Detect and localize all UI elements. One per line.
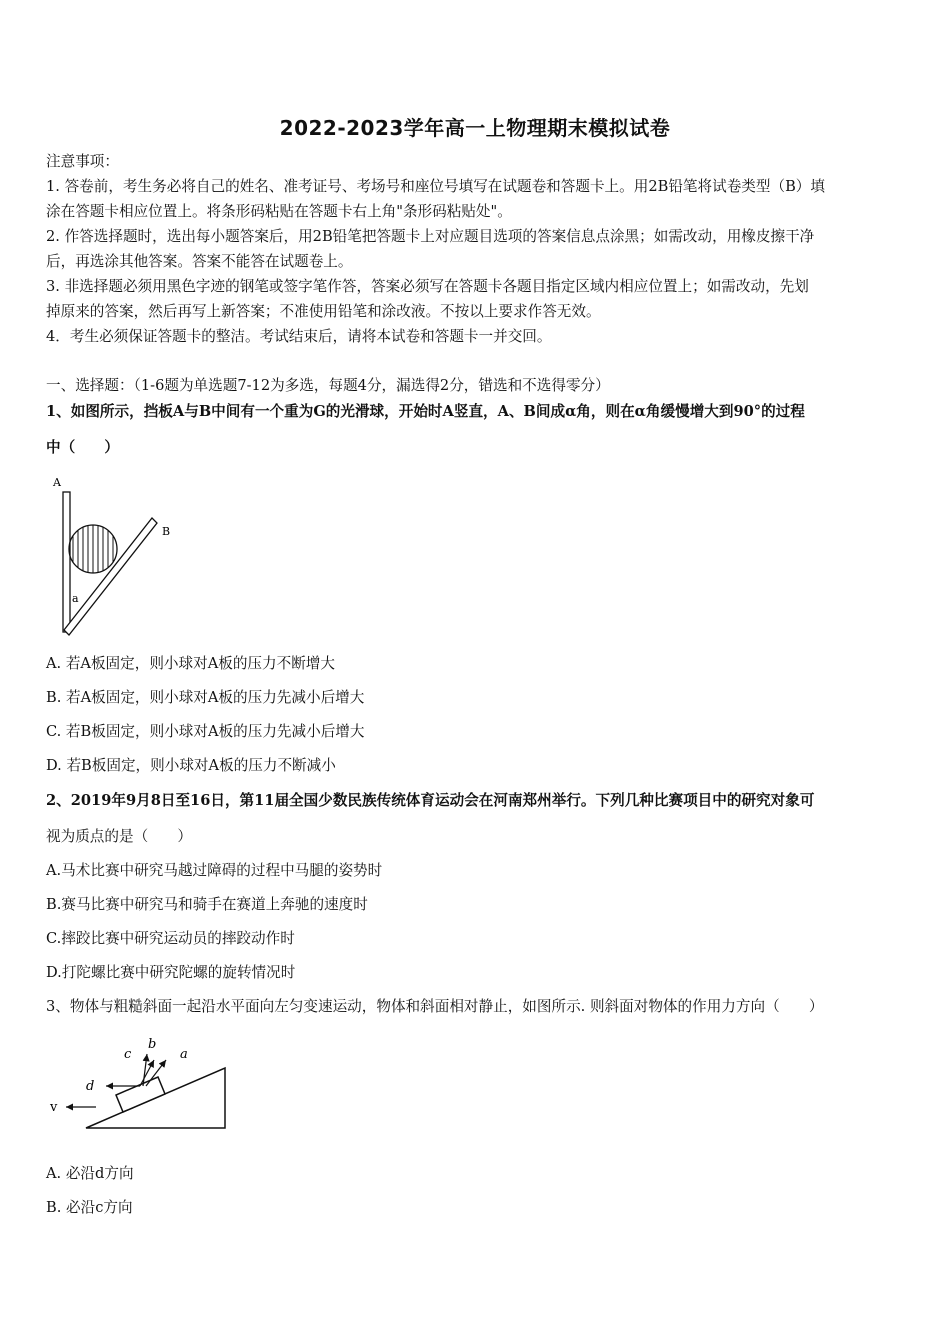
q1-option-c: C. 若B板固定，则小球对A板的压力先减小后增大	[46, 723, 365, 740]
q3-option-b: B. 必沿c方向	[46, 1199, 133, 1216]
q2-option-d: D.打陀螺比赛中研究陀螺的旋转情况时	[46, 964, 296, 981]
notice-heading: 注意事项：	[46, 153, 119, 170]
q2-option-c: C.摔跤比赛中研究运动员的摔跤动作时	[46, 930, 295, 947]
notice-line-1: 1. 答卷前，考生务必将自己的姓名、准考证号、考场号和座位号填写在试题卷和答题卡上。用2B铅笔将试卷类型（B）填	[46, 178, 825, 195]
page-title: 2022-2023学年高一上物理期末模拟试卷	[279, 116, 671, 140]
notice-line-2: 涂在答题卡相应位置上。将条形码粘贴在答题卡右上角"条形码粘贴处"。	[46, 203, 512, 220]
q2-stem-line-1: 2、2019年9月8日至16日，第11届全国少数民族传统体育运动会在河南郑州举行。下列几种比赛项目中的研究对象可	[46, 792, 815, 809]
q2-option-a: A.马术比赛中研究马越过障碍的过程中马腿的姿势时	[46, 862, 383, 879]
q3-option-a: A. 必沿d方向	[46, 1165, 134, 1182]
q2-stem-line-2: 视为质点的是（ ）	[46, 828, 192, 845]
q3-figure	[40, 1032, 240, 1136]
q1-option-a: A. 若A板固定，则小球对A板的压力不断增大	[46, 655, 335, 672]
q1-option-d: D. 若B板固定，则小球对A板的压力不断减小	[46, 757, 336, 774]
ball-hatching	[73, 519, 113, 579]
q1-option-b: B. 若A板固定，则小球对A板的压力先减小后增大	[46, 689, 365, 706]
notice-line-4: 后，再选涂其他答案。答案不能答在试题卷上。	[46, 253, 353, 270]
notice-line-5: 3. 非选择题必须用黑色字迹的钢笔或签字笔作答，答案必须写在答题卡各题目指定区域内相应位置上；如需改动，先划	[46, 278, 809, 295]
label-a-plate: A	[53, 476, 61, 489]
q1-figure	[48, 474, 188, 639]
label-b-plate: B	[162, 525, 171, 538]
label-d: d	[86, 1079, 95, 1094]
q1-stem-line-1: 1、如图所示，挡板A与B中间有一个重为G的光滑球，开始时A竖直，A、B间成α角，则在α角缓慢增大到90°的过程	[46, 403, 805, 420]
label-b: b	[148, 1037, 157, 1052]
notice-line-6: 掉原来的答案，然后再写上新答案；不准使用铅笔和涂改液。不按以上要求作答无效。	[46, 303, 601, 320]
plate-a	[63, 492, 70, 632]
q1-stem-line-2: 中（ ）	[46, 439, 119, 456]
label-a: a	[180, 1047, 188, 1062]
notice-line-3: 2. 作答选择题时，选出每小题答案后，用2B铅笔把答题卡上对应题目选项的答案信息点涂黑；如需改动，用橡皮擦干净	[46, 228, 815, 245]
label-angle: a	[72, 592, 79, 605]
section-heading: 一、选择题：（1-6题为单选题7-12为多选，每题4分，漏选得2分，错选和不选得零分）	[46, 377, 610, 394]
q2-option-b: B.赛马比赛中研究马和骑手在赛道上奔驰的速度时	[46, 896, 368, 913]
notice-line-7: 4．考生必须保证答题卡的整洁。考试结束后，请将本试卷和答题卡一并交回。	[46, 328, 552, 345]
q3-stem: 3、物体与粗糙斜面一起沿水平面向左匀变速运动，物体和斜面相对静止，如图所示. 则斜面对物体的作用力方向（ ）	[46, 998, 824, 1015]
label-c: c	[124, 1047, 132, 1062]
label-v: v	[50, 1100, 58, 1115]
